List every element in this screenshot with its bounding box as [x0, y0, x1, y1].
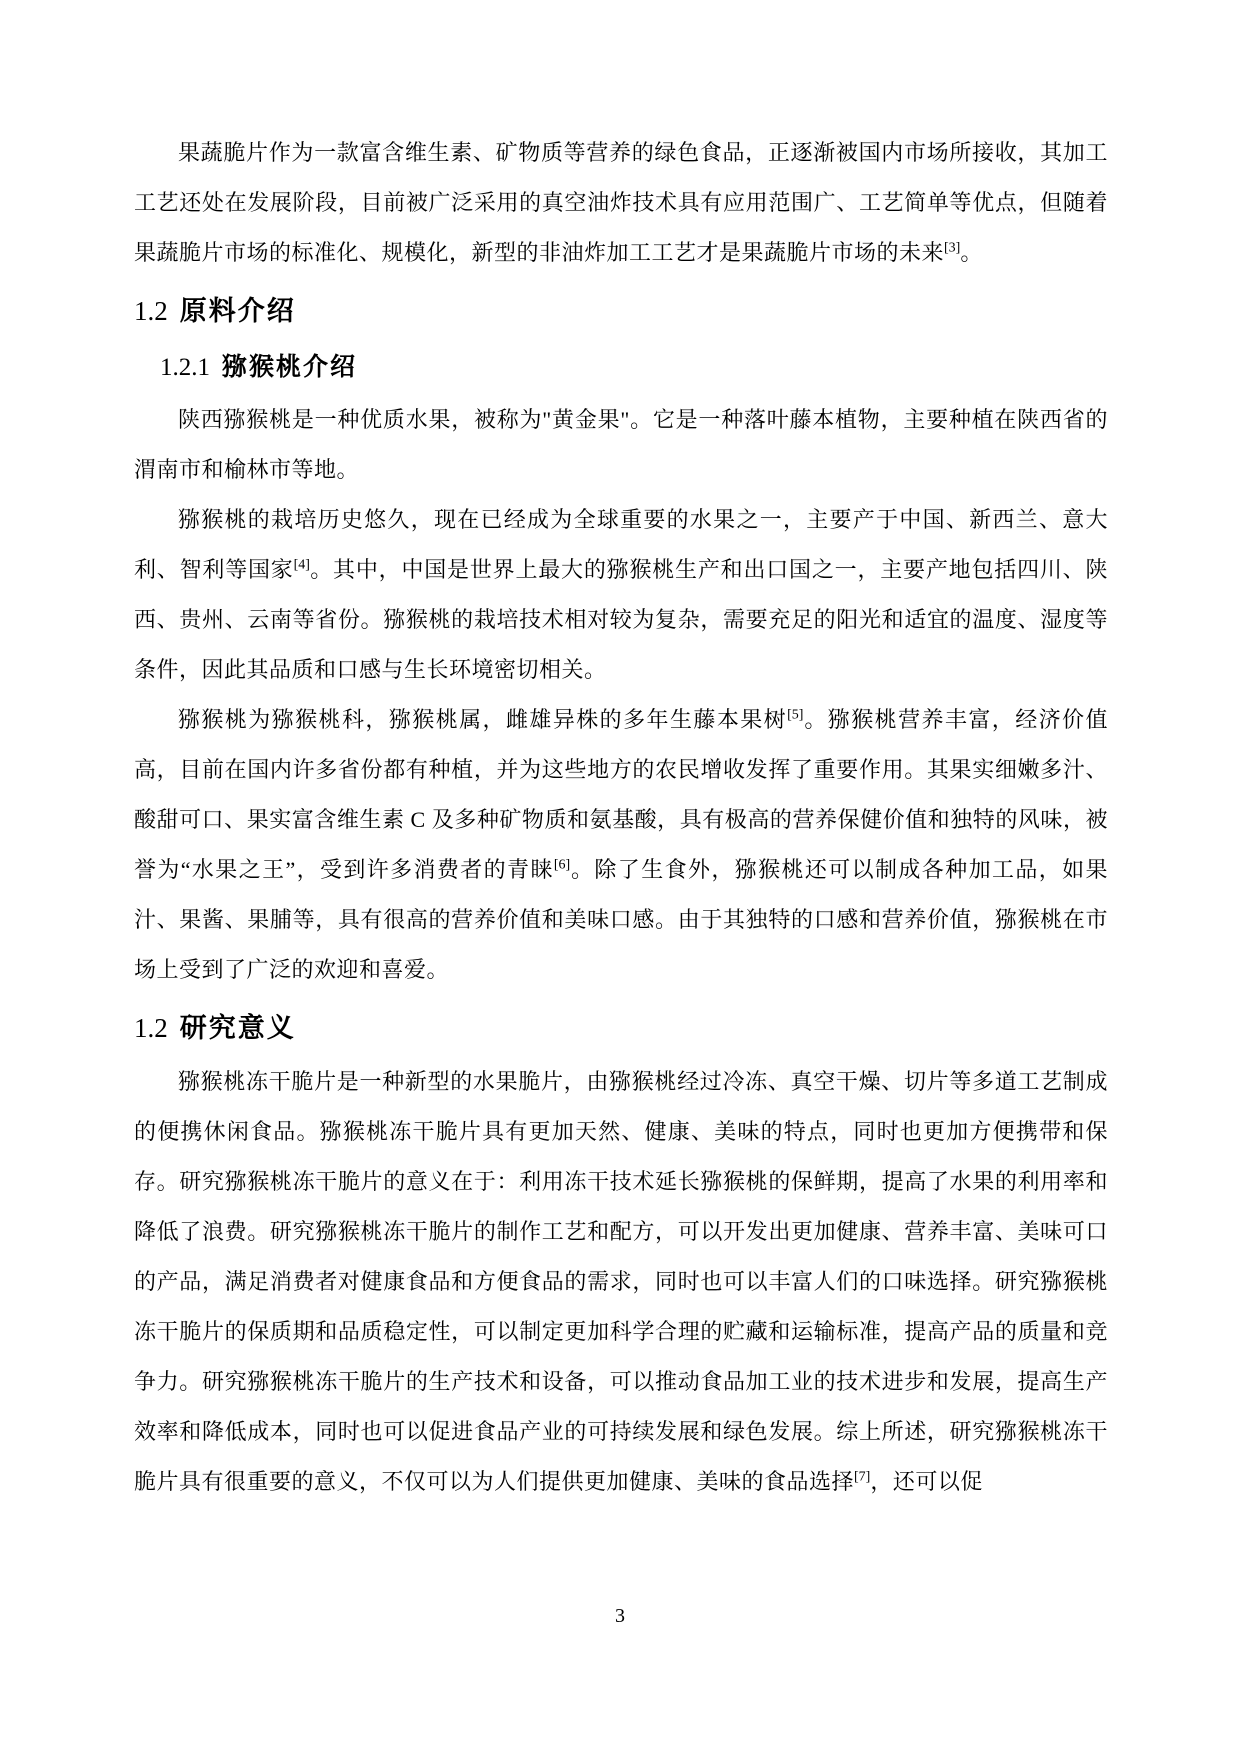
heading-title: 研究意义 — [179, 1013, 296, 1043]
paragraph: 猕猴桃冻干脆片是一种新型的水果脆片，由猕猴桃经过冷冻、真空干燥、切片等多道工艺制成的便携休闲食品。猕猴桃冻干脆片具有更加天然、健康、美味的特点，同时也更加方便携带和保存。研究猕猴桃冻干脆片的意义在于：利用冻干技术延长猕猴桃的保鲜期，提高了水果的利用率和降低了浪费。研究猕猴桃冻干脆片的制作工艺和配方，可以开发出更加健康、营养丰富、美味可口的产品，满足消费者对健康食品和方便食品的需求，同时也可以丰富人们的口味选择。研究猕猴桃冻干脆片的保质期和品质稳定性，可以制定更加科学合理的贮藏和运输标准，提高产品的质量和竞争力。研究猕猴桃冻干脆片的生产技术和设备，可以推动食品加工业的技术进步和发展，提高生产效率和降低成本，同时也可以促进食品产业的可持续发展和绿色发展。综上所述，研究猕猴桃冻干脆片具有很重要的意义，不仅可以为人们提供更加健康、美味的食品选择[7]，还可以促 — [134, 1069, 1108, 1494]
section-heading — [134, 1007, 1108, 1049]
citation-ref: [5] — [787, 707, 804, 723]
citation-ref: [3] — [944, 240, 961, 256]
subsection-heading — [134, 348, 1108, 387]
citation-ref: [7] — [854, 1469, 871, 1485]
section-heading — [134, 290, 1108, 332]
paragraph: 陕西猕猴桃是一种优质水果，被称为"黄金果"。它是一种落叶藤本植物，主要种植在陕西省的渭南市和榆林市等地。 — [134, 407, 1108, 482]
heading-title: 猕猴桃介绍 — [222, 353, 358, 381]
citation-ref: [4] — [293, 557, 310, 573]
heading-number: 1.2 — [134, 1013, 168, 1043]
heading-number: 1.2 — [134, 296, 168, 326]
citation-ref: [6] — [553, 857, 571, 873]
document-body — [134, 128, 1108, 1507]
paragraph: 猕猴桃的栽培历史悠久，现在已经成为全球重要的水果之一，主要产于中国、新西兰、意大利、智利等国家[4]。其中，中国是世界上最大的猕猴桃生产和出口国之一，主要产地包括四川、陕西、贵州、云南等省份。猕猴桃的栽培技术相对较为复杂，需要充足的阳光和适宜的温度、湿度等条件，因此其品质和口感与生长环境密切相关。 — [134, 507, 1108, 682]
heading-number: 1.2.1 — [160, 354, 210, 381]
page-number: 3 — [615, 1605, 625, 1627]
paragraph: 果蔬脆片作为一款富含维生素、矿物质等营养的绿色食品，正逐渐被国内市场所接收，其加工工艺还处在发展阶段，目前被广泛采用的真空油炸技术具有应用范围广、工艺简单等优点，但随着果蔬脆片市场的标准化、规模化，新型的非油炸加工工艺才是果蔬脆片市场的未来[3]。 — [134, 140, 1108, 265]
heading-title: 原料介绍 — [179, 296, 296, 326]
paragraph: 猕猴桃为猕猴桃科，猕猴桃属，雌雄异株的多年生藤本果树[5]。猕猴桃营养丰富，经济价值高，目前在国内许多省份都有种植，并为这些地方的农民增收发挥了重要作用。其果实细嫩多汁、酸甜可口、果实富含维生素 C 及多种矿物质和氨基酸，具有极高的营养保健价值和独特的风味，被誉为“水果之王”，受到许多消费者的青睐[6]。除了生食外，猕猴桃还可以制成各种加工品，如果汁、果酱、果脯等，具有很高的营养价值和美味口感。由于其独特的口感和营养价值，猕猴桃在市场上受到了广泛的欢迎和喜爱。 — [134, 707, 1108, 982]
